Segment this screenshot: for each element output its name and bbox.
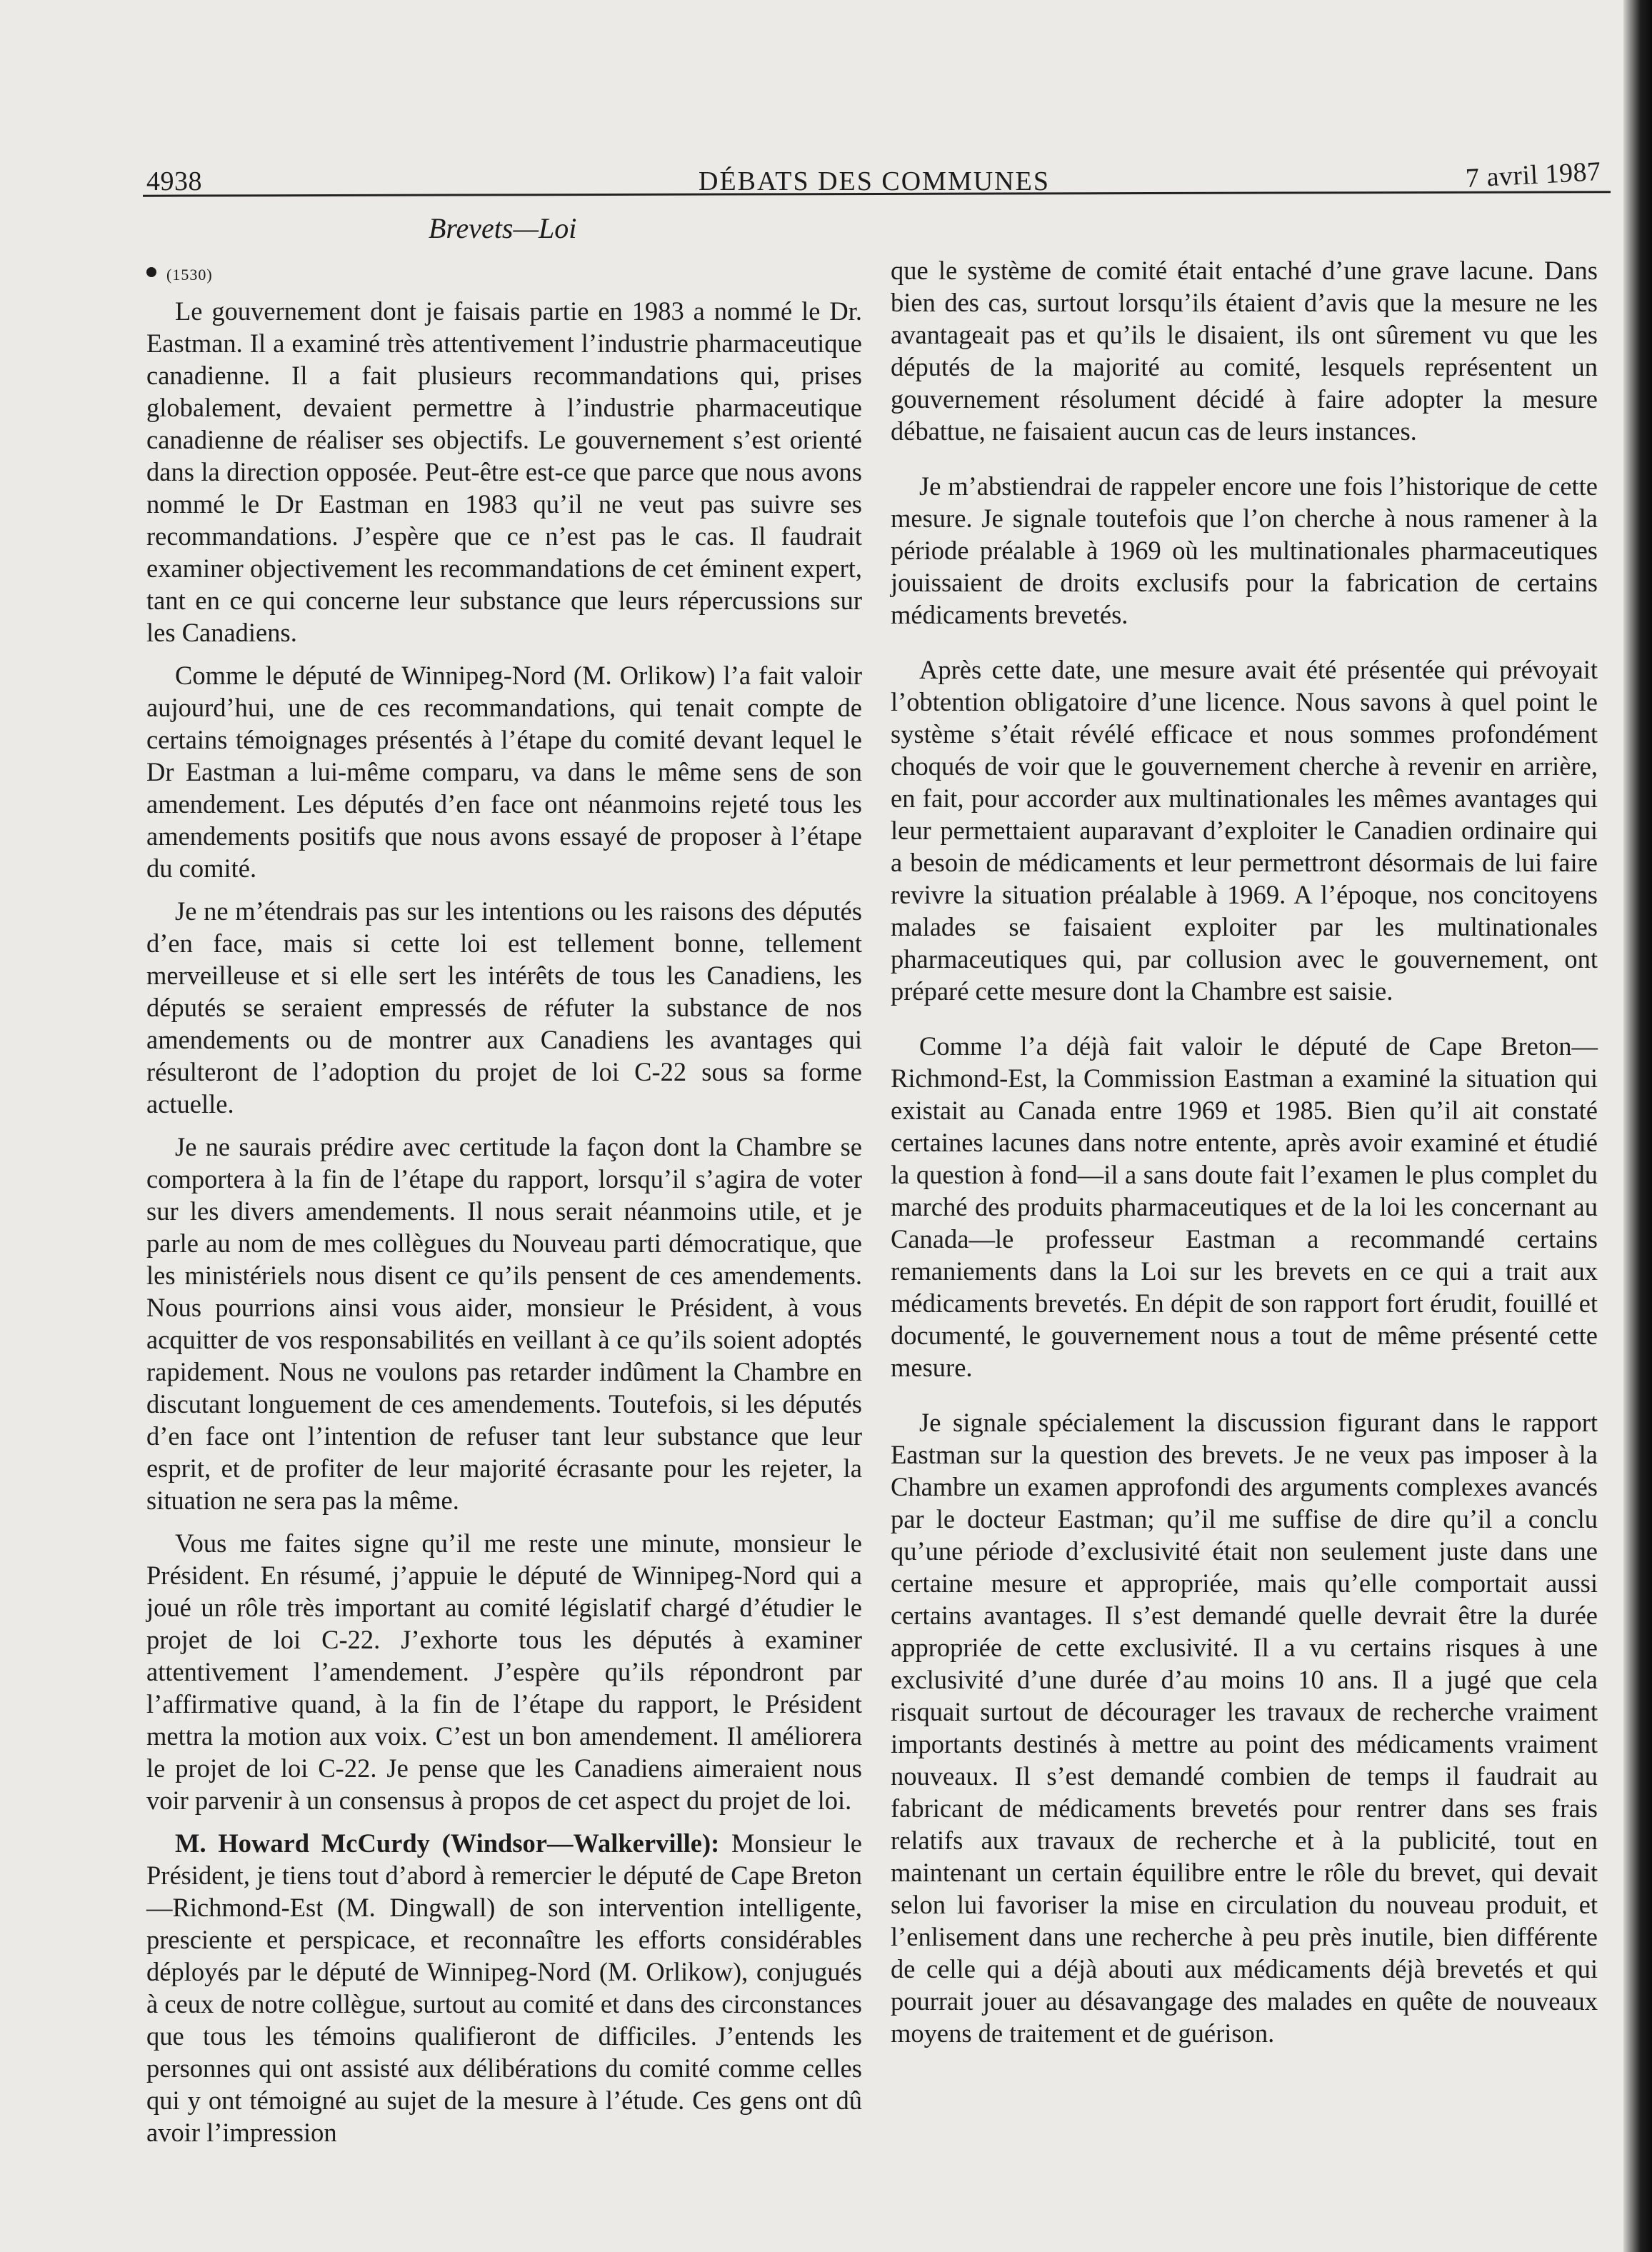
left-column — [146, 259, 862, 2159]
time-marker-text: (1530) — [166, 266, 213, 284]
publication-title: DÉBATS DES COMMUNES — [699, 166, 1050, 196]
page-header — [146, 156, 1602, 196]
paragraph: Le gouvernement dont je faisais partie en 1983 a nommé le Dr. Eastman. Il a examiné très attentivement l’industrie pharmaceutique canadienne. Il a fait plusieurs recommandations qui, prises globalement, devaient permettre à l’industrie pharmaceutique canadienne de réaliser ses objectifs. Le gouvernement s’est orienté dans la direction opposée. Peut-être est-ce que parce que nous avons nommé le Dr Eastman en 1983 qu’il ne veut pas suivre ses recommandations. J’espère que ce n’est pas le cas. Il faudrait examiner objectivement les recommandations de cet éminent expert, tant en ce qui concerne leur substance que leurs répercussions sur les Canadiens. — [146, 296, 862, 647]
speaker-text: Monsieur le Président, je tiens tout d’abord à remercier le député de Cape Breton—Richmond-Est (M. Dingwall) de son intervention intelligente, presciente et perspicace, et reconnaître les efforts considérables déployés par le député de Winnipeg-Nord (M. Orlikow), conjugués à ceux de notre collègue, surtout au comité et dans des circonstances que tous les témoins qualifieront de difficiles. J’entends les personnes qui ont assisté aux délibérations du comité comme celles qui y ont témoigné au sujet de la mesure à l’étude. Ces gens ont dû avoir l’impression — [146, 1828, 863, 2147]
paragraph: Je ne saurais prédire avec certitude la façon dont la Chambre se comportera à la fin de l’étape du rapport, lorsqu’il s’agira de voter sur les divers amendements. Il nous serait néanmoins utile, et je parle au nom de mes collègues du Nouveau parti démocratique, que les ministériels nous disent ce qu’ils pensent de ces amendements. Nous pourrions ainsi vous aider, monsieur le Président, à vous acquitter de vos responsabilités en veillant à ce qu’ils soient adoptés rapidement. Nous ne voulons pas retarder indûment la Chambre en discutant longuement de ces amendements. Toutefois, si les députés d’en face ont l’intention de refuser tant leur substance que leur esprit, et de profiter de leur majorité écrasante pour les rejeter, la situation ne sera pas la même. — [146, 1132, 862, 1515]
page-date: 7 avril 1987 — [1465, 156, 1602, 194]
section-title: Brevets—Loi — [429, 212, 577, 244]
paragraph: Je ne m’étendrais pas sur les intentions ou les raisons des députés d’en face, mais si cette loi est tellement bonne, tellement merveilleuse et si elle sert les intérêts de tous les Canadiens, les députés se seraient empressés de réfuter la substance de nos amendements ou de montrer aux Canadiens les avantages qui résulteront de l’adoption du projet de loi C-22 sous sa forme actuelle. — [146, 896, 862, 1119]
paragraph: Vous me faites signe qu’il me reste une minute, monsieur le Président. En résumé, j’appuie le député de Winnipeg-Nord qui a joué un rôle très important au comité législatif chargé d’étudier le projet de loi C-22. J’exhorte tous les députés à examiner attentivement l’amendement. J’espère qu’ils répondront par l’affirmative quand, à la fin de l’étape du rapport, le Président mettra la motion aux voix. C’est un bon amendement. Il améliorera le projet de loi C-22. Je pense que les Canadiens aimeraient nous voir parvenir à un consensus à propos de cet aspect du projet de loi. — [146, 1528, 862, 1815]
paragraph: que le système de comité était entaché d’une grave lacune. Dans bien des cas, surtout lorsqu’ils étaient d’avis que la mesure ne les avantageait pas et qu’ils le disaient, ils ont sûrement vu que les députés de la majorité au comité, lesquels représentent un gouvernement résolument décidé à faire adopter la mesure débattue, ne faisaient aucun cas de leurs instances. — [891, 256, 1598, 446]
paragraph: Je m’abstiendrai de rappeler encore une fois l’historique de cette mesure. Je signale toutefois que l’on cherche à nous ramener à la période préalable à 1969 où les multinationales pharmaceutiques jouissaient de droits exclusifs pour la fabrication de certains médicaments brevetés. — [891, 471, 1598, 629]
page-number: 4938 — [146, 166, 202, 196]
paragraph: Je signale spécialement la discussion figurant dans le rapport Eastman sur la question des brevets. Je ne veux pas imposer à la Chambre un examen approfondi des arguments complexes avancés par le docteur Eastman; qu’il me suffise de dire qu’il a conclu qu’une période d’exclusivité était non seulement juste dans une certaine mesure et appropriée, mais qu’elle comportait aussi certains avantages. Il s’est demandé quelle devrait être la durée appropriée de cette exclusivité. Il a vu certains risques à une exclusivité d’une durée d’au moins 10 ans. Il a jugé que cela risquait surtout de décourager les travaux de recherche vraiment importants destinés à mettre au point des médicaments vraiment nouveaux. Il s’est demandé combien de temps il faudrait au fabricant de médicaments brevetés pour rentrer dans ses frais relatifs aux travaux de recherche et à la publicité, tout en maintenant un certain équilibre entre le rôle du brevet, qui devait selon lui favoriser la mise en circulation du nouveau produit, et l’enlisement dans une recherche à peu près inutile, bien différente de celle qui a déjà abouti aux médicaments déjà brevetés et qui pourrait jouer au désavangage des malades en quête de nouveaux moyens de traitement et de guérison. — [891, 1408, 1598, 2048]
paragraph: Comme l’a déjà fait valoir le député de Cape Breton—Richmond-Est, la Commission Eastman a examiné la situation qui existait au Canada entre 1969 et 1985. Bien qu’il ait constaté certaines lacunes dans notre entente, après avoir examiné et étudié la question à fond—il a sans doute fait l’examen le plus complet du marché des produits pharmaceutiques et de la loi les concernant au Canada—le professeur Eastman a recommandé certains remaniements dans la Loi sur les brevets en ce qui a trait aux médicaments brevetés. En dépit de son rapport fort érudit, fouillé et documenté, le gouvernement nous a tout de même présenté cette mesure. — [891, 1031, 1598, 1382]
paragraph: Comme le député de Winnipeg-Nord (M. Orlikow) l’a fait valoir aujourd’hui, une de ces recommandations, qui tenait compte de certains témoignages présentés à l’étape du comité devant lequel le Dr Eastman a lui-même comparu, va dans le même sens de son amendement. Les députés d’en face ont néanmoins rejeté tous les amendements positifs que nous avons essayé de proposer à l’étape du comité. — [146, 661, 862, 883]
paragraph: Après cette date, une mesure avait été présentée qui prévoyait l’obtention obligatoire d’une licence. Nous savons à quel point le système s’était révélé efficace et nous sommes profondément choqués de voir que le gouvernement cherche à revenir en arrière, en fait, pour accorder aux multinationales les mêmes avantages qui leur permettaient auparavant d’exploiter le Canadien ordinaire qui a besoin de médicaments et leur permettront désormais de lui faire revivre la situation préalable à 1969. A l’époque, nos concitoyens malades se faisaient exploiter par les multinationales pharmaceutiques qui, par collusion avec le gouvernement, ont préparé cette mesure dont la Chambre est saisie. — [891, 655, 1598, 1006]
speaker-name: M. Howard McCurdy (Windsor—Walkerville): — [175, 1828, 720, 1858]
right-column — [891, 254, 1598, 2072]
speaker-paragraph — [146, 1827, 862, 2148]
time-marker — [146, 259, 862, 291]
bullet-icon — [146, 267, 156, 277]
page-binding-edge — [1623, 0, 1652, 2252]
